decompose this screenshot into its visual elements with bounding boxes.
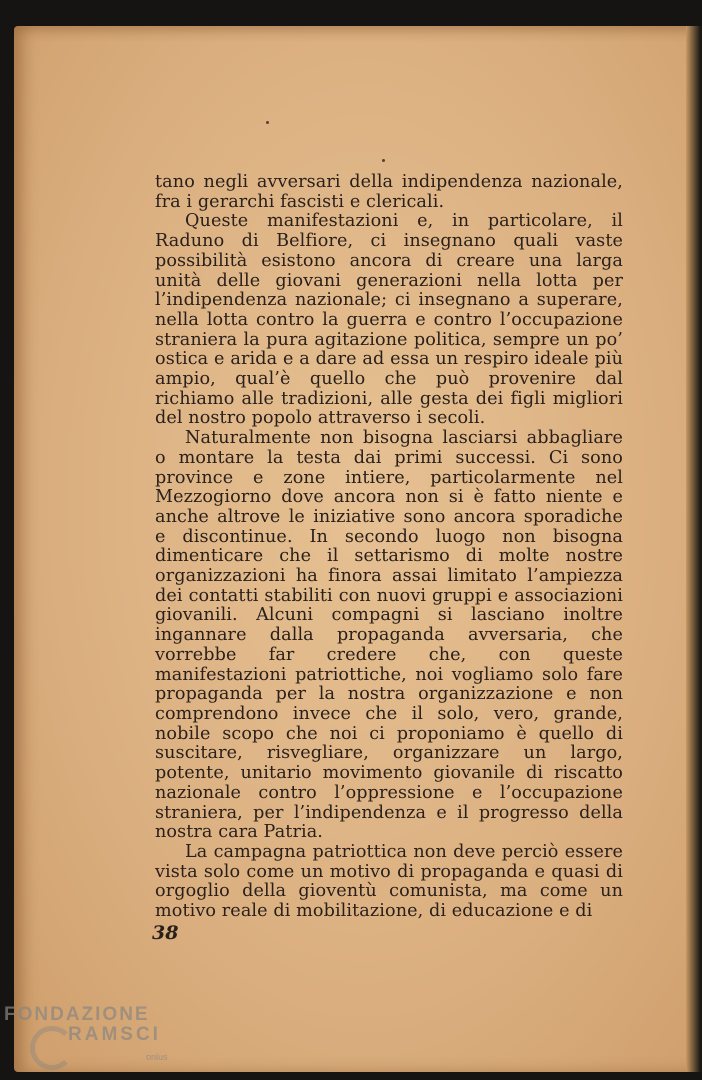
- watermark-onlus: onlus: [146, 1052, 168, 1062]
- page-body-text: [155, 173, 623, 922]
- speck-mark: [382, 159, 385, 162]
- watermark-g-icon: [30, 1026, 74, 1070]
- watermark-logo: [4, 1004, 161, 1046]
- watermark-line1: FONDAZIONE: [4, 1004, 150, 1025]
- page-edge: [686, 26, 702, 1072]
- paragraph-2: Queste manifestazioni e, in particolare, il Raduno di Belfiore, ci insegnano quali vaste possibilità esistono ancora di creare una larga unità delle giovani generazioni nella lotta per l’indipendenza nazionale; ci insegnano a superare, nella lotta contro la guerra e contro l’occupazione straniera la pura agitazione politica, sempre un po’ ostica e arida e a dare ad essa un respiro ideale più ampio, qual’è quello che può provenire dal richiamo alle tradizioni, alle gesta dei figli migliori del nostro popolo attraverso i secoli.: [155, 211, 623, 429]
- paragraph-3: Naturalmente non bisogna lasciarsi abbagliare o montare la testa dai primi successi. Ci sono province e zone intiere, particolarmente nel Mezzogiorno dove ancora non si è fatto niente e anche altrove le iniziative sono ancora sporadiche e discontinue. In secondo luogo non bisogna dimenticare che il settarismo di molte nostre organizzazioni ha finora assai limitato l’ampiezza dei contatti stabiliti con nuovi gruppi e associazioni giovanili. Alcuni compagni si lasciano inoltre ingannare dalla propaganda avversaria, che vorrebbe far credere che, con queste manifestazioni patriottiche, noi vogliamo solo fare propaganda per la nostra organizzazione e non comprendono invece che il solo, vero, grande, nobile scopo che noi ci proponiamo è quello di suscitare, risvegliare, organizzare un largo, potente, unitario movimento giovanile di riscatto nazionale contro l’oppressione e l’occupazione straniera, per l’indipendenza e il progresso della nostra cara Patria.: [155, 428, 623, 843]
- paragraph-4: La campagna patriottica non deve perciò essere vista solo come un motivo di propaganda e quasi di orgoglio della gioventù comunista, ma come un motivo reale di mobilitazione, di educazione e di: [155, 841, 623, 922]
- paragraph-1: tano negli avversari della indipendenza nazionale, fra i gerarchi fascisti e clericali.: [155, 172, 623, 212]
- watermark-line2: RAMSCI: [68, 1024, 161, 1045]
- speck-mark: [266, 121, 269, 124]
- page-number: 38: [152, 922, 179, 944]
